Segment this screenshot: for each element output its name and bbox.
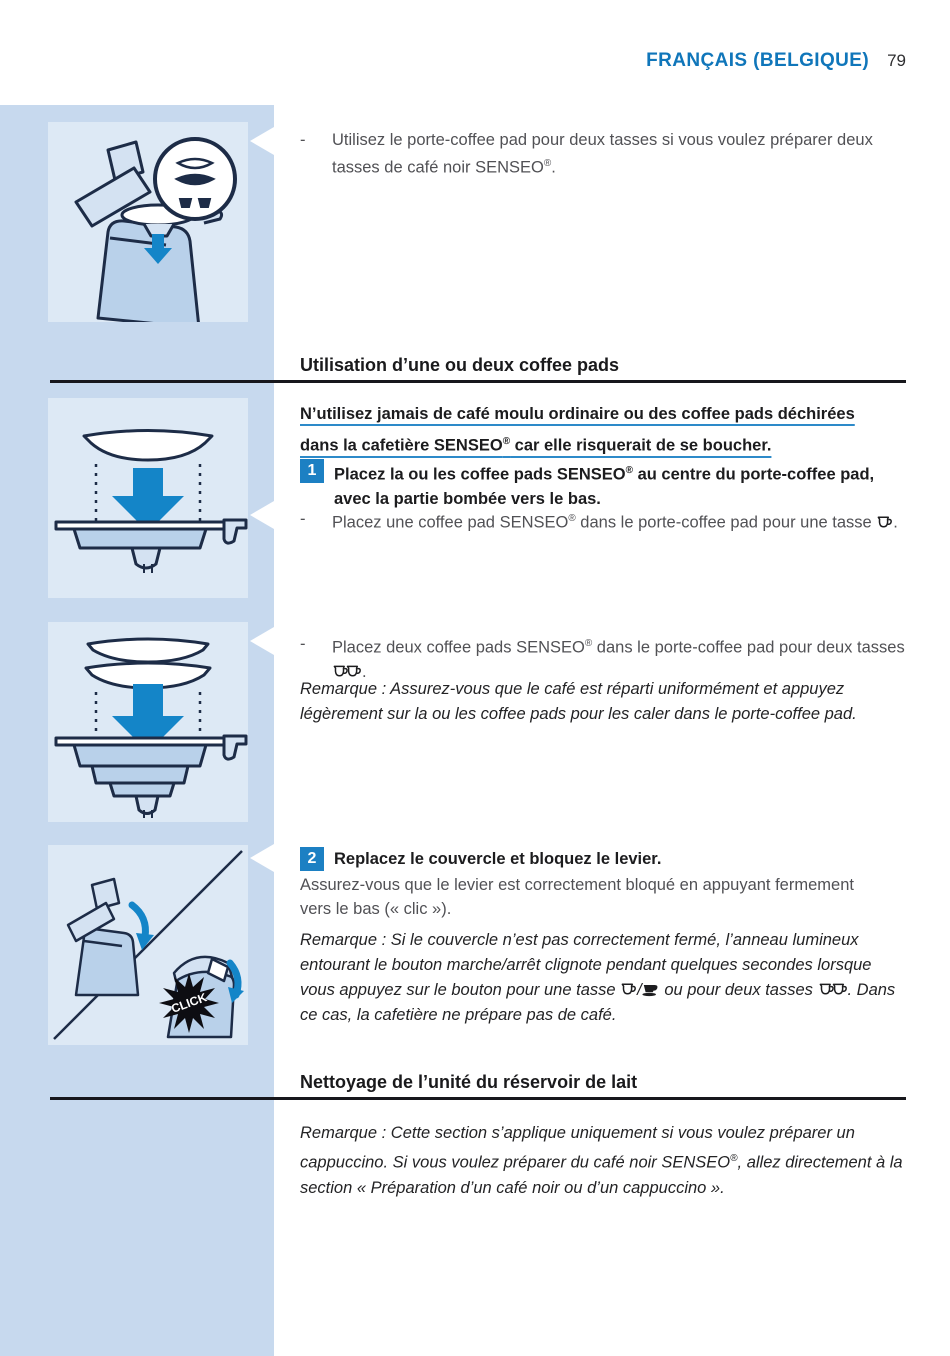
step-2-number-badge: 2: [300, 847, 324, 871]
click-burst-label: CLICK: [169, 990, 209, 1016]
bullet-two-pads: [300, 632, 906, 684]
illustration-one-pad: [48, 398, 248, 598]
illustration-close-lid-click: [48, 845, 248, 1045]
two-pad-insert-icon: [48, 622, 248, 822]
note-pads: Remarque : Assurez-vous que le café est réparti uniformément et appuyez légèrement sur la ou les coffee pads pour les caler dans le porte-coffee pad.: [300, 680, 857, 723]
warning-text: N’utilisez jamais de café moulu ordinaire ou des coffee pads déchirées dans la cafetière SENSEO® car elle risquerait de se boucher.: [300, 405, 855, 455]
one-cup-icon: [620, 982, 637, 997]
bullet-two-pads-text: Placez deux coffee pads SENSEO® dans le porte-coffee pad pour deux tasses .: [332, 638, 905, 681]
page-header: [646, 50, 906, 72]
callout-notch: [250, 501, 274, 529]
language-title: FRANÇAIS (BELGIQUE): [646, 50, 870, 71]
section-divider: [50, 380, 906, 383]
curved-arrow-icon: [132, 905, 145, 937]
cappuccino-cup-icon: [642, 982, 660, 997]
callout-notch: [250, 127, 274, 155]
one-cup-icon: [876, 515, 893, 530]
intro-bullet: [300, 128, 906, 180]
illustration-two-pads: [48, 622, 248, 822]
bullet-dash: -: [300, 635, 306, 653]
one-pad-insert-icon: [48, 398, 248, 598]
close-lid-click-icon: [48, 845, 248, 1045]
intro-bullet-text: Utilisez le porte-coffee pad pour deux tasses si vous voulez préparer deux tasses de café noir SENSEO®.: [332, 131, 873, 177]
note-lid: Remarque : Si le couvercle n’est pas correctement fermé, l’anneau lumineux entourant le bouton marche/arrêt clignote pendant quelques secondes lorsque vous appuyez sur le bouton pour une tasse / ou pour deux tasses . Dans ce cas, la cafetière ne prépare pas de café.: [300, 931, 896, 1024]
bullet-dash: -: [300, 131, 306, 149]
section-title-pads: Utilisation d’une ou deux coffee pads: [300, 355, 620, 375]
callout-notch: [250, 844, 274, 872]
section-divider: [50, 1097, 906, 1100]
illustration-insert-pad-holder: [48, 122, 248, 322]
step-2-detail: Assurez-vous que le levier est correctement bloqué en appuyant fermement vers le bas (« clic »).: [300, 876, 854, 918]
callout-notch: [250, 627, 274, 655]
bullet-one-pad: [300, 507, 906, 535]
step-1-number-badge: 1: [300, 459, 324, 483]
two-cup-icon: [818, 982, 848, 997]
bullet-one-pad-text: Placez une coffee pad SENSEO® dans le porte-coffee pad pour une tasse .: [332, 513, 898, 532]
note-milk: Remarque : Cette section s’applique uniquement si vous voulez préparer un cappuccino. Si vous voulez préparer du café noir SENSEO®, allez directement à la section « Préparation d’un café noir ou d’un cappuccino ».: [300, 1124, 903, 1197]
machine-open-lid-icon: [48, 122, 248, 322]
bullet-dash: -: [300, 510, 306, 528]
step-2-text: Replacez le couvercle et bloquez le levier.: [334, 850, 662, 868]
page-number: 79: [887, 51, 906, 70]
section-title-milk: Nettoyage de l’unité du réservoir de lait: [300, 1072, 638, 1092]
step-1-text: Placez la ou les coffee pads SENSEO® au centre du porte-coffee pad, avec la partie bombée vers le bas.: [334, 465, 875, 508]
step-2: [300, 847, 906, 871]
step-1: [300, 459, 906, 511]
